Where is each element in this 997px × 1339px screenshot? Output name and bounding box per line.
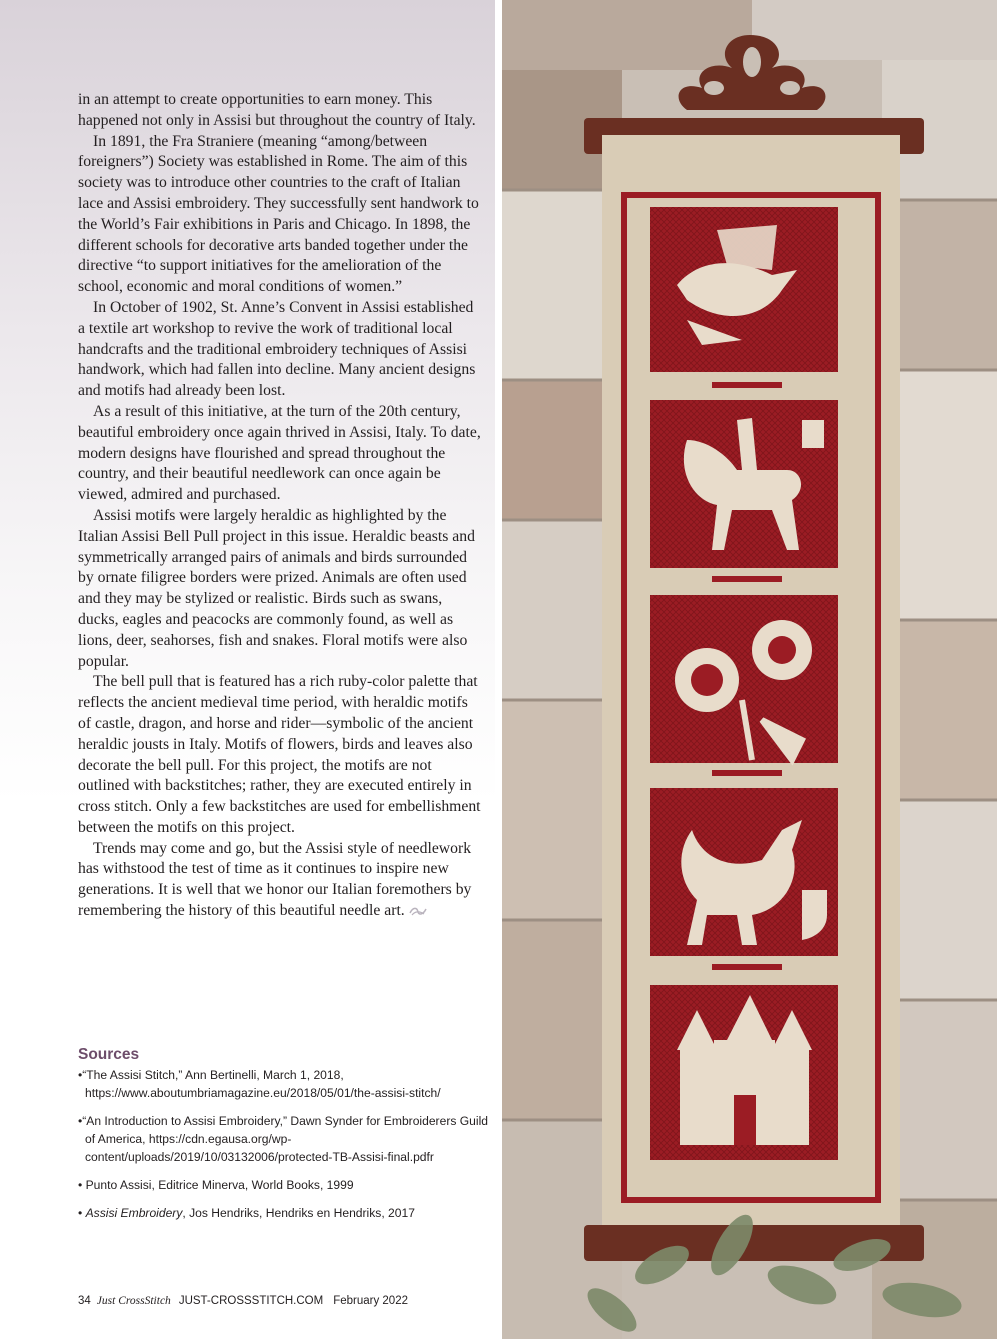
bell-pull-photo [502,0,997,1339]
source-bullet: • [78,1206,86,1220]
article-paragraph: In 1891, the Fra Straniere (meaning “among/between foreigners”) Society was established in Rome. The aim of this society was to introduce other countries to the craft of Italian lace and Assisi embroidery. They successfully sent handwork to the World’s Fair exhibitions in Paris and Chicago. In 1898, the different schools for decorative arts banded together under the directive “to support initiatives for the amelioration of the school, economic and moral conditions of women.” [78,132,479,296]
source-details: , Jos Hendriks, Hendriks en Hendriks, 2017 [182,1206,415,1220]
article-paragraph-last [78,839,482,922]
issue-date: February 2022 [333,1295,408,1307]
website: JUST-CROSSSTITCH.COM [178,1295,324,1307]
source-item: • Punto Assisi, Editrice Minerva, World Books, 1999 [78,1178,354,1192]
article-paragraph: In October of 1902, St. Anne’s Convent in Assisi established a textile art workshop to revive the work of traditional local handcrafts and the traditional embroidery techniques of Assisi handwork, which had fallen into decline. Many ancient designs and motifs had already been lost. [78,298,476,400]
source-item [78,1204,488,1222]
horse-and-rider-motif [650,400,838,568]
magazine-name: Just CrossStitch [96,1295,171,1307]
photo-illustration [502,0,997,1339]
text-column [0,0,495,1339]
article-paragraph: The bell pull that is featured has a rich ruby-color palette that reflects the ancient medieval time period, with heraldic motifs of castle, dragon, and horse and rider—symbolic of the ancient heraldic jousts in Italy. Motifs of flowers, birds and leaves also decorate the bell pull. For this project, the motifs are not outlined with backstitches; rather, they are executed entirely in cross stitch. Only a few backstitches are used for embellishment between the motifs on this project. [78,673,481,836]
article-paragraph: in an attempt to create opportunities to earn money. This happened not only in Assisi but throughout the country of Italy. [78,91,476,129]
page-footer [78,1295,408,1307]
page-number: 34 [78,1295,91,1307]
bird-motif [650,207,838,372]
article-paragraph: Assisi motifs were largely heraldic as highlighted by the Italian Assisi Bell Pull project in this issue. Heraldic beasts and symmetrically arranged pairs of animals and birds surrounded by ornate filigree borders were prized. Animals are often used and they may be stylized or realistic. Birds such as swans, ducks, eagles and peacocks are commonly found, as well as lions, deer, seahorses, fish and snakes. Floral motifs were also popular. [78,506,475,670]
article-body [78,90,482,922]
article-paragraph: As a result of this initiative, at the turn of the 20th century, beautiful embroidery once again thrived in Assisi, Italy. To date, modern designs have flourished and spread throughout the country, and their beautiful needlework can once again be viewed, admired and purchased. [78,402,481,504]
sources-section [78,1046,488,1232]
dragon-motif [650,788,838,956]
source-item: •“The Assisi Stitch,” Ann Bertinelli, March 1, 2018, https://www.aboutumbriamagazine.eu/2018/05/01/the-assisi-stitch/ [78,1068,441,1100]
article-paragraph-text: Trends may come and go, but the Assisi style of needlework has withstood the test of time as it continues to inspire new generations. It is well that we honor our Italian foremothers by remembering the history of this beautiful needle art. [78,839,472,920]
source-item: •“An Introduction to Assisi Embroidery,” Dawn Synder for Embroiderers Guild of America, https://cdn.egausa.org/wp-content/uploads/2019/10/03132006/protected-TB-Assisi-final.pdfr [78,1114,488,1164]
sources-heading: Sources [78,1046,140,1063]
end-mark-icon [409,906,427,916]
source-title: Assisi Embroidery [85,1206,183,1220]
rose-motif [650,595,838,763]
castle-motif [650,985,838,1160]
